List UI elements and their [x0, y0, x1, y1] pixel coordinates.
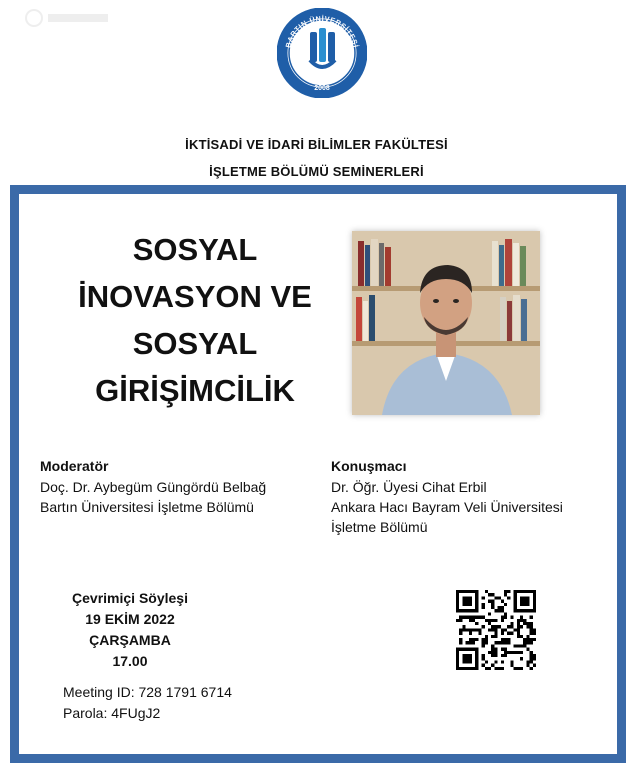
title-line: SOSYAL — [132, 232, 258, 267]
corner-watermark — [24, 6, 114, 30]
title-line: SOSYAL — [132, 326, 258, 361]
speaker-affiliation-line2: İşletme Bölümü — [331, 519, 428, 535]
title-line: GİRİŞİMCİLİK — [95, 373, 295, 408]
university-logo — [277, 8, 367, 98]
seminar-title — [60, 226, 330, 414]
faculty-heading: İKTİSADİ VE İDARİ BİLİMLER FAKÜLTESİ — [185, 137, 448, 152]
logo-arc-text: BARTIN ÜNİVERSİTESİ — [283, 13, 361, 49]
event-info — [60, 588, 200, 672]
speaker-photo — [352, 231, 540, 415]
meeting-password: Parola: 4FUgJ2 — [63, 705, 161, 721]
event-time: 17.00 — [112, 653, 148, 669]
meeting-id: Meeting ID: 728 1791 6714 — [63, 684, 232, 700]
moderator-label: Moderatör — [40, 458, 109, 474]
event-day: ÇARŞAMBA — [89, 632, 171, 648]
qr-code[interactable] — [456, 590, 536, 670]
moderator-block — [40, 458, 320, 517]
title-line: İNOVASYON VE — [78, 279, 312, 314]
logo-year: 2008 — [314, 85, 330, 92]
speaker-affiliation-line1: Ankara Hacı Bayram Veli Üniversitesi — [331, 499, 563, 515]
speaker-block — [331, 458, 601, 537]
event-type: Çevrimiçi Söyleşi — [72, 590, 188, 606]
series-heading: İŞLETME BÖLÜMÜ SEMİNERLERİ — [209, 164, 424, 179]
moderator-name: Doç. Dr. Aybegüm Güngördü Belbağ — [40, 479, 267, 495]
meeting-info — [63, 682, 232, 724]
speaker-label: Konuşmacı — [331, 458, 407, 474]
event-date: 19 EKİM 2022 — [85, 611, 175, 627]
speaker-name: Dr. Öğr. Üyesi Cihat Erbil — [331, 479, 487, 495]
moderator-affiliation: Bartın Üniversitesi İşletme Bölümü — [40, 499, 254, 515]
